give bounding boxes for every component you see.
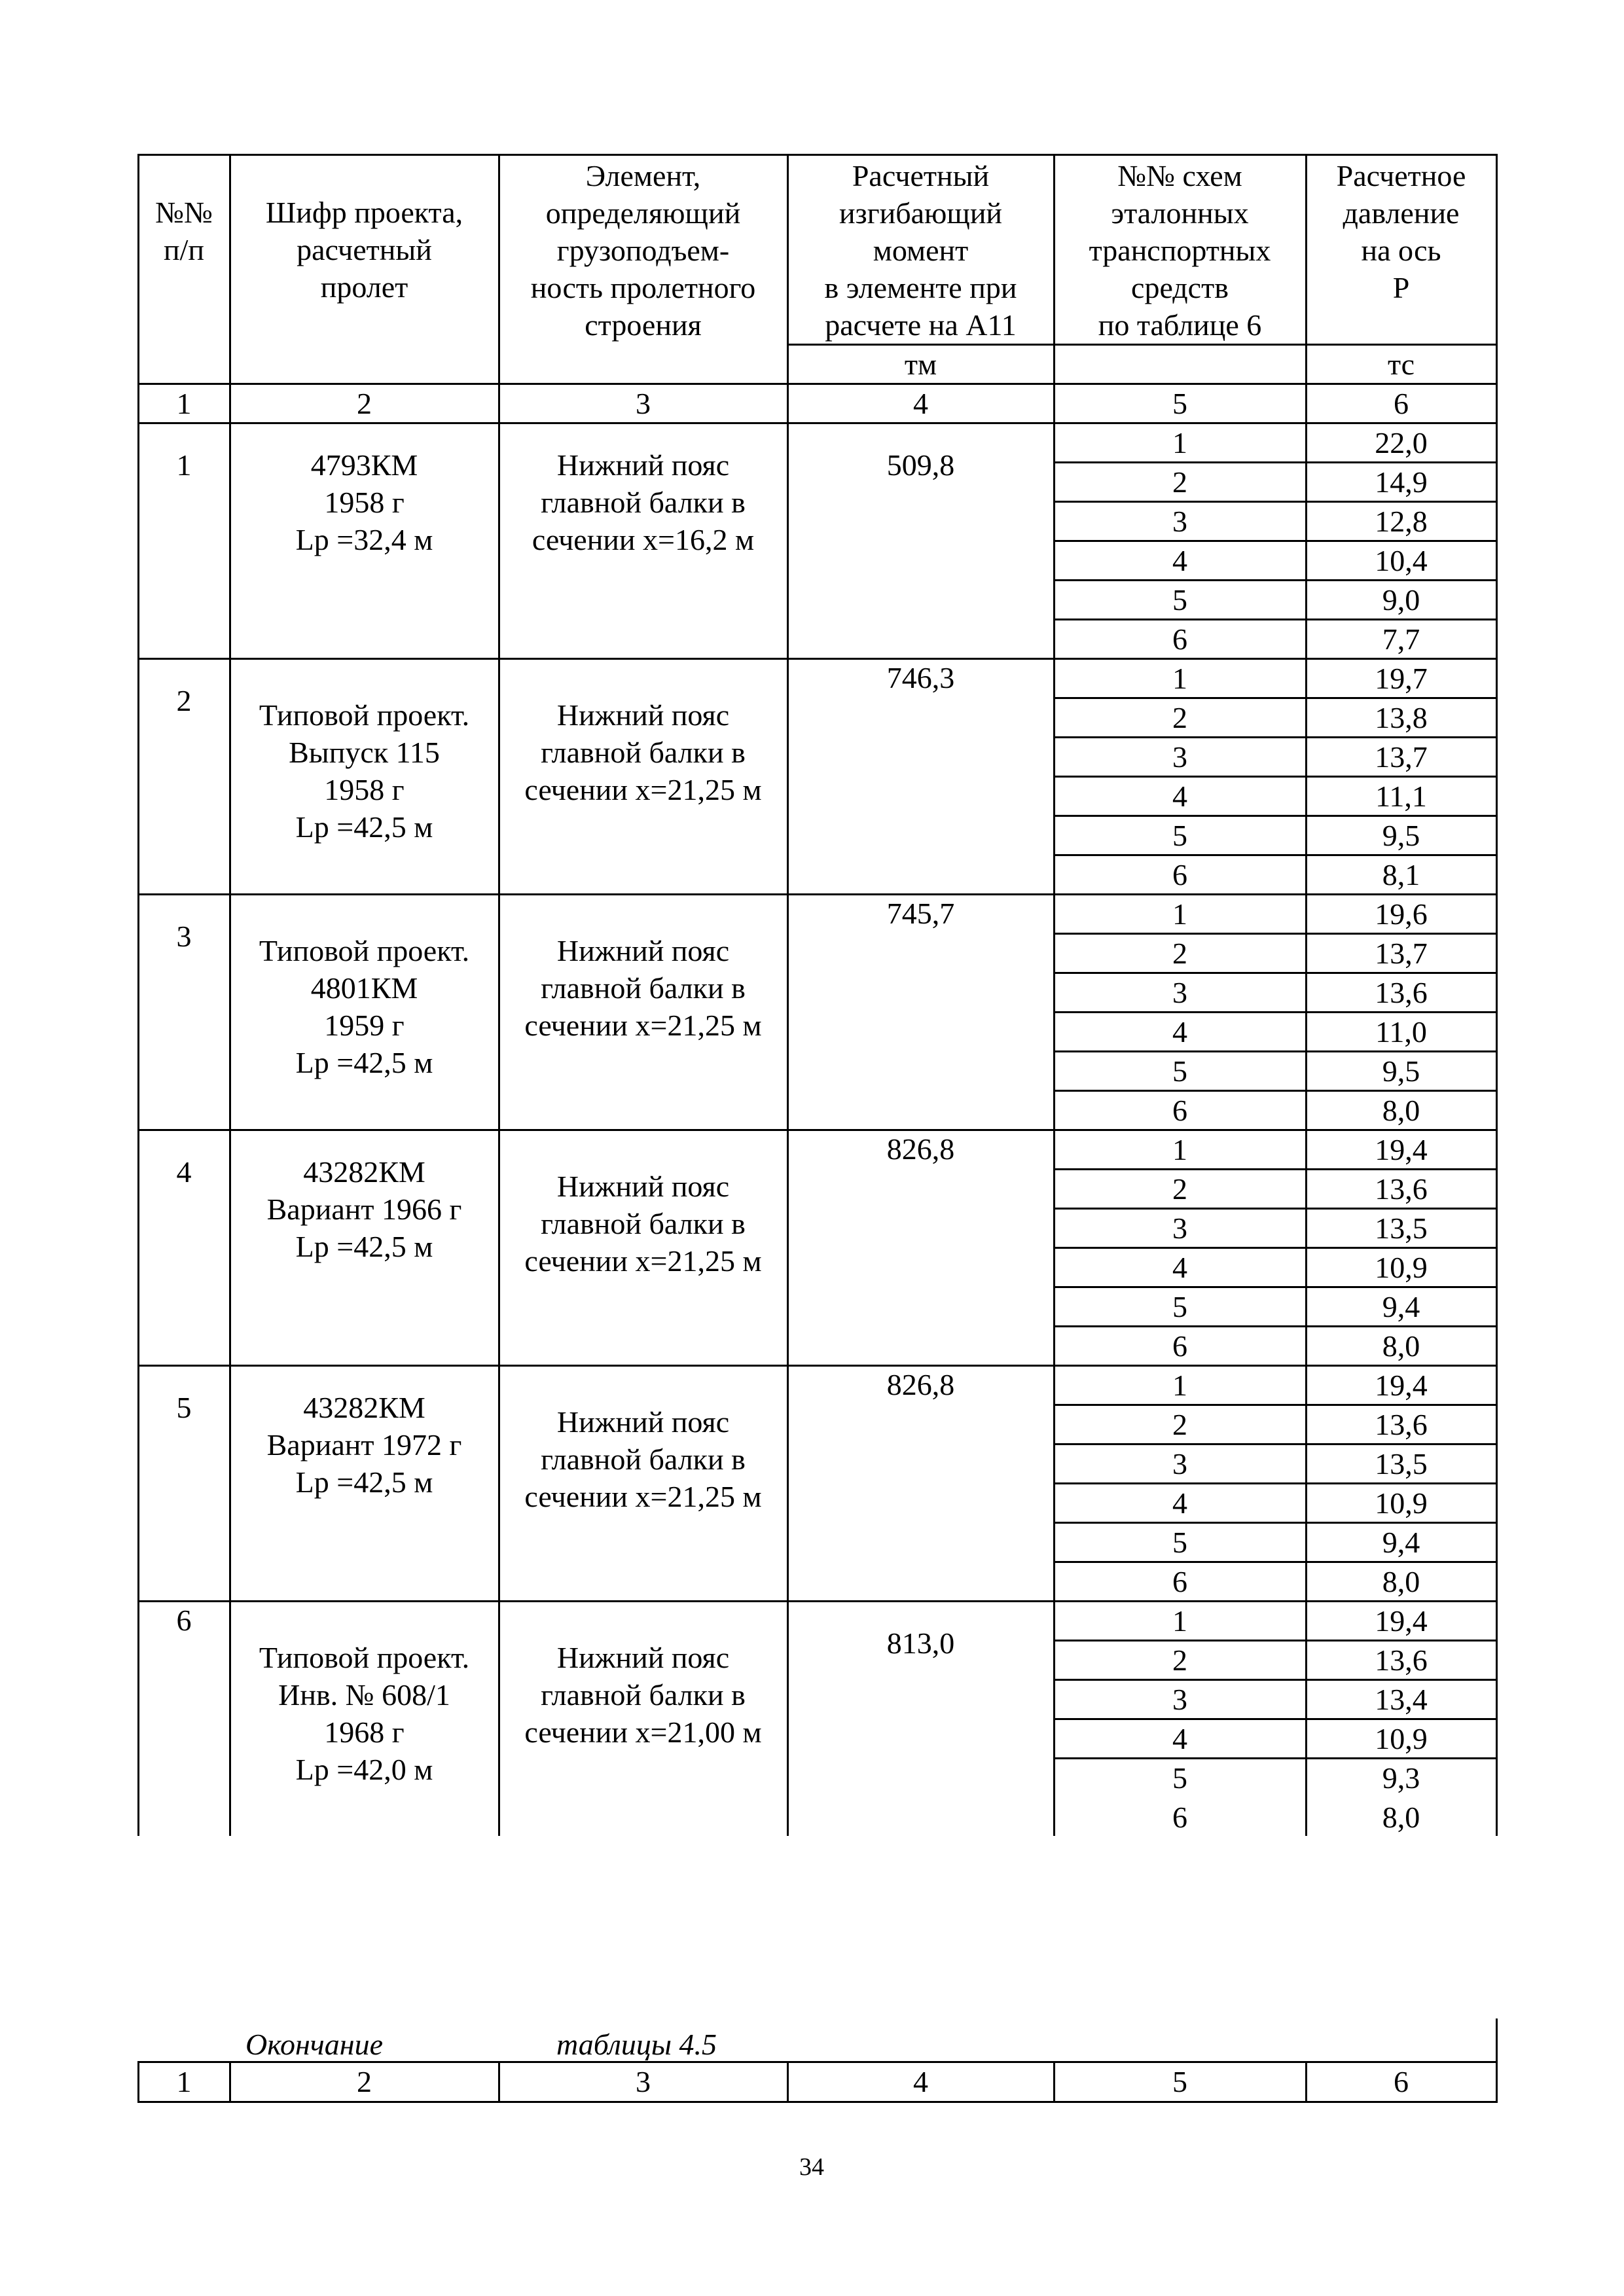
row-scheme [1054,541,1306,580]
row-pressure-text: 13,5 [1375,1446,1428,1480]
row-pressure [1306,1365,1496,1405]
row-pressure-text: 13,6 [1375,1407,1428,1441]
row-pressure-text: 19,4 [1375,1368,1428,1402]
row-pressure-text: 9,5 [1382,818,1420,852]
subrow-rule [1053,776,1498,778]
row-scheme [1054,1287,1306,1326]
subrow-rule [1053,815,1498,817]
row-pressure-text: 13,4 [1375,1682,1428,1716]
row-scheme-text: 3 [1172,975,1187,1009]
row-scheme-text: 5 [1172,1525,1187,1559]
row-number-text: 1 [176,448,192,482]
subrow-rule [1053,1522,1498,1524]
row-pressure-text: 10,9 [1375,1721,1428,1755]
row-element-text: Нижний пояс главной балки в сечении x=21,00 м [524,1641,762,1749]
header-project-text: Шифр проекта, расчетный пролет [265,196,463,304]
row-project [230,1639,499,1788]
row-scheme [1054,619,1306,658]
continuation-number-5-text: 5 [1172,2065,1187,2098]
row-pressure [1306,1483,1496,1522]
subrow-rule [1053,1404,1498,1406]
row-pressure-text: 14,9 [1375,465,1428,499]
subrow-rule [1053,1561,1498,1563]
continuation-number-4 [787,2062,1054,2102]
continuation-number-4-text: 4 [913,2065,928,2098]
row-moment-text: 746,3 [886,661,955,694]
row-scheme [1054,1208,1306,1247]
row-element [499,932,787,1044]
row-pressure-text: 8,1 [1382,857,1420,891]
row-element [499,446,787,558]
row-scheme [1054,1562,1306,1601]
subrow-rule [1053,461,1498,463]
row-pressure-text: 8,0 [1382,1800,1420,1834]
row-pressure-text: 19,7 [1375,661,1428,695]
row-pressure-text: 19,6 [1375,897,1428,931]
row-pressure-text: 13,7 [1375,740,1428,774]
row-scheme-text: 4 [1172,1250,1187,1284]
row-scheme [1054,1797,1306,1837]
row-pressure [1306,1169,1496,1208]
row-element-text: Нижний пояс главной балки в сечении x=16,2 м [532,448,755,556]
row-pressure [1306,1405,1496,1444]
row-pressure [1306,698,1496,737]
row-pressure [1306,619,1496,658]
subrow-rule [1053,579,1498,581]
row-moment-text: 813,0 [886,1626,955,1660]
header-moment [787,157,1054,344]
row-scheme [1054,1169,1306,1208]
subrow-rule [1053,854,1498,856]
row-scheme [1054,1247,1306,1287]
row-pressure-text: 9,4 [1382,1525,1420,1559]
row-scheme [1054,1130,1306,1169]
continuation-number-6 [1306,2062,1496,2102]
subrow-rule [1053,736,1498,738]
table-column-rule [137,154,139,1836]
row-moment-text: 826,8 [886,1132,955,1166]
subrow-rule [1053,1050,1498,1052]
row-scheme-text: 1 [1172,1368,1187,1402]
row-pressure [1306,1601,1496,1640]
row-scheme-text: 4 [1172,779,1187,813]
row-scheme [1054,1601,1306,1640]
row-scheme [1054,737,1306,776]
row-pressure [1306,541,1496,580]
row-scheme-text: 1 [1172,1604,1187,1638]
row-scheme-text: 2 [1172,465,1187,499]
row-scheme-text: 5 [1172,583,1187,617]
row-scheme-text: 1 [1172,661,1187,695]
row-number-text: 5 [176,1391,192,1424]
row-pressure-text: 13,6 [1375,975,1428,1009]
unit-moment [787,344,1054,384]
column-number-3 [499,384,787,423]
continuation-number-6-text: 6 [1394,2065,1409,2098]
row-pressure [1306,1326,1496,1365]
row-project [230,446,499,558]
row-pressure [1306,423,1496,462]
row-pressure-text: 22,0 [1375,425,1428,459]
row-pressure-text: 8,0 [1382,1329,1420,1363]
row-pressure [1306,1522,1496,1562]
row-element-text: Нижний пояс главной балки в сечении x=21,25 м [524,698,762,806]
row-scheme-text: 6 [1172,1329,1187,1363]
row-number [138,1602,230,1639]
row-number-text: 6 [176,1604,192,1637]
row-moment [787,1624,1054,1662]
continuation-table-ref: таблицы 4.5 [556,2028,717,2061]
row-moment [787,895,1054,932]
row-pressure-text: 9,5 [1382,1054,1420,1088]
row-scheme-text: 6 [1172,1093,1187,1127]
row-element-text: Нижний пояс главной балки в сечении x=21,25 м [524,934,762,1042]
column-number-6-text: 6 [1394,386,1409,420]
header-number-text: №№ п/п [155,196,213,266]
row-scheme-text: 6 [1172,1564,1187,1598]
row-scheme [1054,1051,1306,1090]
row-scheme-text: 6 [1172,857,1187,891]
column-number-6 [1306,384,1496,423]
row-scheme-text: 1 [1172,425,1187,459]
row-scheme-text: 3 [1172,1446,1187,1480]
row-element [499,1168,787,1280]
row-scheme [1054,1090,1306,1130]
row-scheme [1054,933,1306,973]
table-column-rule [229,154,231,1836]
row-project [230,1389,499,1501]
row-pressure [1306,1287,1496,1326]
row-scheme [1054,1405,1306,1444]
row-pressure [1306,658,1496,698]
row-scheme-text: 3 [1172,1211,1187,1245]
row-moment [787,659,1054,696]
row-number-text: 2 [176,684,192,717]
row-pressure-text: 7,7 [1382,622,1420,656]
subrow-rule [1053,1011,1498,1013]
row-number [138,682,230,719]
row-pressure [1306,933,1496,973]
row-scheme-text: 5 [1172,1289,1187,1323]
row-element [499,696,787,808]
subrow-rule [1053,1640,1498,1641]
column-number-3-text: 3 [636,386,651,420]
row-moment-text: 826,8 [886,1368,955,1401]
subrow-rule [1053,697,1498,699]
continuation-number-2-text: 2 [357,2065,372,2098]
header-pressure-text: Расчетное давление на ось Р [1336,159,1466,304]
row-scheme [1054,816,1306,855]
subrow-rule [1053,933,1498,935]
header-pressure [1306,157,1496,344]
row-pressure-text: 13,7 [1375,936,1428,970]
row-pressure [1306,894,1496,933]
subrow-rule [1053,1090,1498,1092]
row-pressure-text: 9,0 [1382,583,1420,617]
row-scheme [1054,1522,1306,1562]
column-number-4 [787,384,1054,423]
row-scheme-text: 3 [1172,504,1187,538]
row-pressure-text: 8,0 [1382,1564,1420,1598]
row-number [138,1153,230,1191]
header-number [138,194,230,344]
row-scheme-text: 1 [1172,1132,1187,1166]
row-moment-text: 745,7 [886,897,955,930]
continuation-number-1 [138,2062,230,2102]
row-scheme [1054,1365,1306,1405]
row-pressure [1306,1208,1496,1247]
row-pressure [1306,1562,1496,1601]
row-scheme-text: 2 [1172,700,1187,734]
row-scheme-text: 4 [1172,1014,1187,1049]
row-scheme [1054,1012,1306,1051]
row-pressure-text: 19,4 [1375,1132,1428,1166]
column-number-1 [138,384,230,423]
subrow-rule [1053,1247,1498,1249]
row-scheme-text: 6 [1172,622,1187,656]
continuation-label: Окончание [245,2028,383,2061]
row-scheme [1054,501,1306,541]
row-pressure [1306,1247,1496,1287]
row-scheme [1054,894,1306,933]
subrow-rule [1053,1168,1498,1170]
row-moment [787,446,1054,484]
header-moment-text: Расчетный изгибающий момент в элементе при расчете на А11 [824,159,1017,342]
continuation-number-5 [1054,2062,1306,2102]
header-unit-rule [787,344,1498,346]
row-moment [787,1366,1054,1403]
row-pressure [1306,1130,1496,1169]
row-pressure [1306,580,1496,619]
column-number-2 [230,384,499,423]
row-element [499,1639,787,1751]
row-pressure [1306,973,1496,1012]
table-column-rule [787,154,789,1836]
subrow-rule [1053,972,1498,974]
subrow-rule [1053,1482,1498,1484]
continuation-number-2 [230,2062,499,2102]
table-column-rule [1053,154,1055,1836]
row-pressure-text: 10,9 [1375,1486,1428,1520]
row-scheme [1054,776,1306,816]
row-pressure-text: 13,5 [1375,1211,1428,1245]
unit-moment-text: тм [904,347,937,381]
column-number-2-text: 2 [357,386,372,420]
row-scheme [1054,698,1306,737]
row-number-text: 4 [176,1155,192,1189]
row-scheme-text: 1 [1172,897,1187,931]
subrow-rule [1053,540,1498,542]
row-scheme [1054,1719,1306,1758]
row-element [499,1403,787,1515]
row-element-text: Нижний пояс главной балки в сечении x=21,25 м [524,1170,762,1278]
row-number [138,1389,230,1426]
row-pressure [1306,1719,1496,1758]
header-bottom-rule [137,383,1498,385]
unit-pressure [1306,344,1496,384]
row-pressure-text: 10,9 [1375,1250,1428,1284]
continuation-number-3 [499,2062,787,2102]
row-element-text: Нижний пояс главной балки в сечении x=21,25 м [524,1405,762,1513]
subrow-rule [1053,1325,1498,1327]
row-scheme-text: 5 [1172,1054,1187,1088]
row-scheme [1054,1758,1306,1797]
row-project-text: 4793КМ 1958 г Lp =32,4 м [295,448,433,556]
row-scheme [1054,1326,1306,1365]
row-pressure-text: 8,0 [1382,1093,1420,1127]
row-scheme [1054,1640,1306,1679]
row-moment-text: 509,8 [886,448,955,482]
row-project-text: 43282КМ Вариант 1966 г Lp =42,5 м [266,1155,462,1263]
row-pressure [1306,462,1496,501]
row-pressure-text: 13,6 [1375,1172,1428,1206]
row-project-text: Типовой проект. 4801КМ 1959 г Lp =42,5 м [259,934,470,1079]
header-element [499,157,787,344]
row-pressure [1306,1758,1496,1797]
table-top-border [137,154,1498,156]
row-scheme-text: 5 [1172,1761,1187,1795]
subrow-rule [1053,1718,1498,1720]
row-scheme-text: 2 [1172,1643,1187,1677]
row-pressure [1306,501,1496,541]
row-scheme [1054,973,1306,1012]
row-pressure [1306,737,1496,776]
row-scheme-text: 3 [1172,740,1187,774]
column-number-5 [1054,384,1306,423]
subrow-rule [1053,1443,1498,1445]
row-pressure-text: 10,4 [1375,543,1428,577]
row-pressure-text: 12,8 [1375,504,1428,538]
subrow-rule [1053,1208,1498,1210]
column-number-4-text: 4 [913,386,928,420]
row-pressure-text: 11,0 [1375,1014,1427,1049]
table-column-rule [498,154,500,1836]
row-scheme [1054,855,1306,894]
row-scheme-text: 2 [1172,1172,1187,1206]
row-pressure-text: 9,4 [1382,1289,1420,1323]
row-pressure-text: 9,3 [1382,1761,1420,1795]
header-schemes-text: №№ схем эталонных транспортных средств по таблице 6 [1089,159,1271,342]
row-number-text: 3 [176,920,192,953]
row-pressure [1306,1797,1496,1837]
row-pressure-text: 11,1 [1375,779,1427,813]
header-element-text: Элемент, определяющий грузоподъем- ность пролетного строения [530,159,756,342]
row-moment [787,1130,1054,1168]
table-column-rule [1305,154,1307,1836]
row-scheme-text: 2 [1172,1407,1187,1441]
row-pressure [1306,1012,1496,1051]
row-pressure [1306,1090,1496,1130]
row-scheme [1054,658,1306,698]
row-scheme-text: 6 [1172,1800,1187,1834]
row-scheme [1054,580,1306,619]
row-project [230,932,499,1081]
row-number [138,446,230,484]
row-project-text: 43282КМ Вариант 1972 г Lp =42,5 м [266,1391,462,1499]
continuation-number-1-text: 1 [176,2065,192,2098]
page-number: 34 [799,2153,824,2181]
row-pressure [1306,1051,1496,1090]
row-scheme-text: 4 [1172,1486,1187,1520]
row-project [230,1153,499,1265]
row-scheme-text: 4 [1172,543,1187,577]
row-project-text: Типовой проект. Выпуск 115 1958 г Lp =42,5 м [259,698,470,844]
row-scheme-text: 4 [1172,1721,1187,1755]
row-scheme [1054,1483,1306,1522]
subrow-rule [1053,1757,1498,1759]
row-project-text: Типовой проект. Инв. № 608/1 1968 г Lp =42,0 м [259,1641,470,1786]
row-pressure [1306,1444,1496,1483]
header-schemes [1054,157,1306,344]
row-pressure-text: 13,6 [1375,1643,1428,1677]
table-column-rule [1496,154,1498,1836]
row-scheme [1054,1444,1306,1483]
row-pressure [1306,776,1496,816]
subrow-rule [1053,501,1498,503]
row-pressure [1306,855,1496,894]
column-number-1-text: 1 [176,386,192,420]
subrow-rule [1053,1286,1498,1288]
row-pressure [1306,816,1496,855]
continuation-number-3-text: 3 [636,2065,651,2098]
subrow-rule [1053,619,1498,620]
row-pressure [1306,1640,1496,1679]
column-number-5-text: 5 [1172,386,1187,420]
subrow-rule [1053,1679,1498,1681]
row-scheme-text: 5 [1172,818,1187,852]
row-pressure-text: 13,8 [1375,700,1428,734]
row-scheme-text: 3 [1172,1682,1187,1716]
row-scheme-text: 2 [1172,936,1187,970]
row-scheme [1054,1679,1306,1719]
row-pressure-text: 19,4 [1375,1604,1428,1638]
continuation-right-rule [1496,2018,1498,2062]
row-pressure [1306,1679,1496,1719]
row-project [230,696,499,846]
row-scheme [1054,423,1306,462]
row-number [138,918,230,955]
header-project [230,194,499,344]
row-scheme [1054,462,1306,501]
unit-pressure-text: тс [1387,347,1415,381]
